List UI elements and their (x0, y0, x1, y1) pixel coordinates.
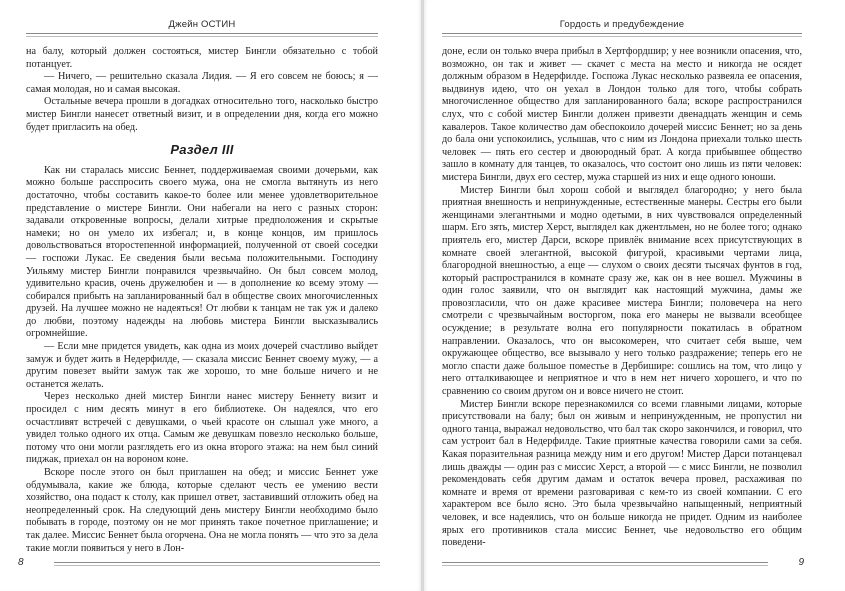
footer-rule (54, 562, 380, 563)
footer-rule-secondary (442, 565, 768, 566)
running-head-author: Джейн ОСТИН (168, 19, 236, 30)
paragraph: Вскоре после этого он был приглашен на обед; и миссис Беннет уже обдумывала, какие же блюда, которые сделают честь ее умению вести хозяйство, она подаст к столу, как пришел ответ, заставивший отложить обед на неопределенный срок. На следующий день мистеру Бингли необходимо было побывать в городе, поэтому он не мог принять такое почетное приглашение; и так далее. Миссис Беннет была огорчена. Она не могла понять — что это за дела такие могли появиться у него в Лон- (26, 467, 378, 554)
header-rule (26, 33, 378, 34)
header-rule (442, 33, 802, 34)
section-title: Раздел III (170, 142, 234, 158)
right-page (424, 0, 845, 591)
paragraph: Как ни старалась миссис Беннет, поддерживаемая своими дочерьми, как можно больше расспросить своего мужа, она не смогла вытянуть из него достаточно, чтобы составить какое-то более или менее удовлетворительное представление о мистере Бингли. Они набегали на него с разных сторон: задавали откровенные вопросы, делали хитрые предположения и скрытые намеки; но он умело их избегал; и, в конце концов, им пришлось довольствоваться второстепенной информацией, полученной от своей соседки — госпожи Лукас. Ее сведения были весьма положительными. Господину Уильяму мистер Бингли понравился чрезвычайно. Он был совсем молод, удивительно красив, очень дружелюбен и — в дополнение ко всему этому — собирался прибыть на запланированный бал в обществе своих многочисленных друзей. На лучшее можно не надеяться! От любви к танцам не так уж и далеко до любви, поэтому надежды на любовь мистера Бингли высказывались огромнейшие. (26, 164, 378, 340)
paragraph: Мистер Бингли был хорош собой и выглядел благородно; у него была приятная внешность и непринужденные, естественные манеры. Сестры его были женщинами элегантными и модно одетыми, в них чувствовался определенный шарм. Его зять, мистер Херст, выглядел как джентльмен, но не более того; однако приятель его, мистер Дарси, вскоре привлёк внимание всех присутствующих в комнате своей элегантной, высокой фигурой, красивыми чертами лица, благородной внешностью, а еще — слухом о своих десяти тысячах фунтов в год, который распространился в комнате сразу же, как он в нее вошел. Мужчины в один голос заявили, что он выглядит как настоящий мужчина, дамы же провозгласили, что он даже красивее мистера Бингли; половечера на него смотрели с чрезвычайным восторгом, пока его манеры не вызвали всеобщее осуждение; в результате волна его популярности покатилась в обратном направлении. Оказалось, что он высокомерен, что считает себя выше, чем окружающее общество, все вызывало у него только раздражение; теперь его не могло спасти даже большое поместье в Дербишире: сошлись на том, что лицо у него отталкивающее и неприятное и что в нем нет ничего хорошего, и что по сравнению со своим другом он и вовсе ничего не стоит. (442, 184, 802, 398)
page-number: 8 (18, 557, 24, 568)
paragraph: Мистер Бингли вскоре перезнакомился со всеми главными лицами, которые присутствовали на балу; был он живым и непринужденным, не пропустил ни одного танца, выражал недовольство, что бал так скоро закончился, и говорил, что сам устроит бал в Недерфилде. Такие приятные качества говорили сами за себя. Какая поразительная разница между ним и его другом! Мистер Дарси потанцевал лишь дважды — один раз с миссис Херст, а второй — с мисс Бингли, не позволил рекомендовать себя другим дамам и остаток вечера провел, расхаживая по комнате и время от времени разговаривая с кем-то из своей компании. С его характером все было ясно. Это была чрезвычайно напыщенный, неприятный человек, и все надеялись, что он больше никогда не придет. Одним из наиболее ярых его противников стала миссис Беннет, чье недовольство его общим поведени- (442, 398, 802, 549)
left-page (0, 0, 421, 591)
footer-rule (442, 562, 768, 563)
paragraph: — Ничего, — решительно сказала Лидия. — Я его совсем не боюсь; я — самая молодая, но и самая высокая. (26, 71, 378, 95)
header-rule-secondary (26, 36, 378, 37)
right-page-footer (442, 556, 804, 572)
running-head-title: Гордость и предубеждение (559, 19, 685, 30)
paragraph: на балу, который должен состояться, мистер Бингли обязательно с тобой потанцует. (26, 46, 378, 70)
paragraph: доне, если он только вчера прибыл в Хертфордшир; у нее возникли опасения, что, возможно, он так и живет — скачет с места на место и никогда не осядет должным образом в Недерфилде. Госпожа Лукас несколько развеяла ее опасения, выдвинув идею, что он уехал в Лондон только для того, чтобы собрать многочисленное общество для запланированного бала; вскоре распространился слух, что с собой мистер Бингли должен привезти двенадцать женщин и семь кавалеров. Такое количество дам обеспокоило дочерей миссис Беннет; но за день до бала они успокоились, услышав, что с ним из Лондона приехали только шесть человек — пять его сестер и двоюродный брат. А когда прибывшее общество зашло в комнату для танцев, то оказалось, что состоит оно лишь из пяти человек: мистера Бингли, двух его сестер, мужа старшей из них и еще одного юноши. (442, 46, 802, 183)
page-number: 9 (798, 557, 804, 568)
right-page-text (442, 46, 802, 550)
paragraph: Через несколько дней мистер Бингли нанес мистеру Беннету визит и просидел с ним десять минут в его библиотеке. Он надеялся, что его осчастливят встречей с девушками, о чьей красоте он слышал уже много, а увидел только одного их отца. Самым же девушкам повезло несколько больше, потому что они могли разглядеть его из окна второго этажа: на нем был синий пиджак, приехал он на вороном коне. (26, 391, 378, 466)
left-page-text (26, 46, 378, 555)
left-page-footer (18, 556, 380, 572)
footer-rule-secondary (54, 565, 380, 566)
paragraph: Остальные вечера прошли в догадках относительно того, насколько быстро мистер Бингли нанесет ответный визит, и в определении дня, когда его можно будет пригласить на обед. (26, 96, 378, 133)
header-rule-secondary (442, 36, 802, 37)
paragraph: — Если мне придется увидеть, как одна из моих дочерей счастливо выйдет замуж и будет жить в Недерфилде, — сказала миссис Беннет своему мужу, — а другим повезет выйти замуж так же хорошо, то мне больше ничего и не останется желать. (26, 341, 378, 390)
